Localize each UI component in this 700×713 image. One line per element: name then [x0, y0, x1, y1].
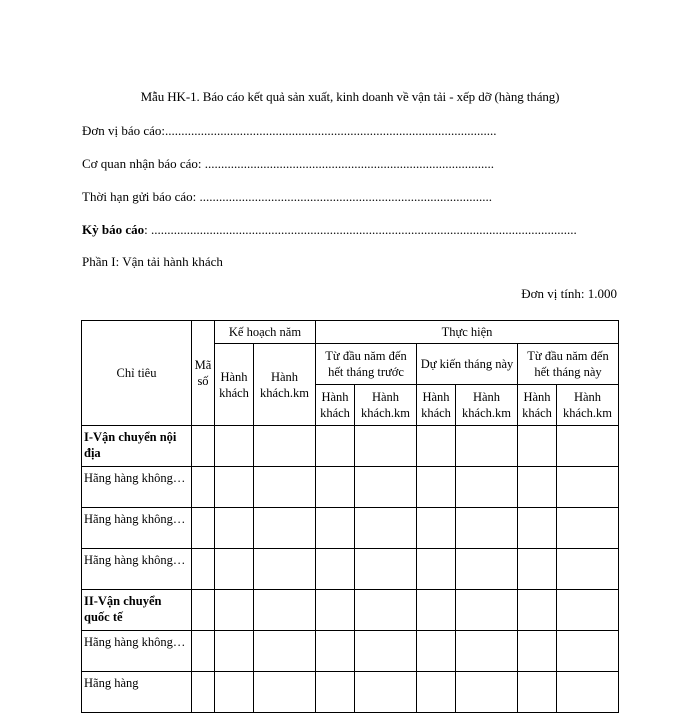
row-label: Hãng hàng không…	[82, 508, 192, 549]
table-row	[82, 549, 619, 590]
header-tu-dau-nam-truoc: Từ đầu năm đến hết tháng trước	[316, 344, 417, 385]
header-chi-tieu: Chỉ tiêu	[82, 321, 192, 426]
header-hanh-khach: Hành khách	[417, 385, 456, 426]
reporting-unit-field: Đơn vị báo cáo:......................................................................................................	[82, 123, 497, 138]
header-kh-hanh-khach: Hành khách	[215, 344, 254, 426]
row-label: Hãng hàng không…	[82, 631, 192, 672]
form-title: Mẫu HK-1. Báo cáo kết quả sản xuất, kinh doanh về vận tải - xếp dỡ (hàng tháng)	[140, 89, 560, 104]
period-dots: : ...................................................................................................................................	[144, 222, 577, 237]
period-label: Kỳ báo cáo	[82, 222, 145, 237]
header-hanh-khach-km: Hành khách.km	[355, 385, 417, 426]
header-thuc-hien: Thực hiện	[316, 321, 619, 344]
header-hanh-khach: Hành khách	[316, 385, 355, 426]
row-label: Hãng hàng không…	[82, 467, 192, 508]
table-row	[82, 508, 619, 549]
header-tu-dau-nam-nay: Từ đầu năm đến hết tháng này	[518, 344, 619, 385]
header-du-kien: Dự kiến tháng này	[417, 344, 518, 385]
table-row	[82, 467, 619, 508]
header-hanh-khach-km: Hành khách.km	[456, 385, 518, 426]
header-hanh-khach: Hành khách	[518, 385, 557, 426]
header-ke-hoach: Kế hoạch năm	[215, 321, 316, 344]
report-table	[81, 320, 619, 713]
unit-label: Đơn vị tính: 1.000	[521, 286, 617, 301]
period-field	[82, 222, 577, 238]
row-label: Hãng hàng	[82, 672, 192, 713]
table-row	[82, 590, 619, 631]
table-row	[82, 672, 619, 713]
section-heading: Phần I: Vận tải hành khách	[82, 254, 223, 269]
header-hanh-khach-km: Hành khách.km	[557, 385, 619, 426]
row-label: I-Vận chuyển nội địa	[82, 426, 192, 467]
row-label: Hãng hàng không…	[82, 549, 192, 590]
row-label: II-Vận chuyển quốc tế	[82, 590, 192, 631]
header-kh-hanh-khach-km: Hành khách.km	[254, 344, 316, 426]
deadline-field: Thời hạn gửi báo cáo: ..........................................................................................	[82, 189, 493, 204]
table-row	[82, 426, 619, 467]
header-ma-so: Mã số	[192, 321, 215, 426]
table-row	[82, 631, 619, 672]
receiving-agency-field: Cơ quan nhận báo cáo: .........................................................................................	[82, 156, 495, 171]
